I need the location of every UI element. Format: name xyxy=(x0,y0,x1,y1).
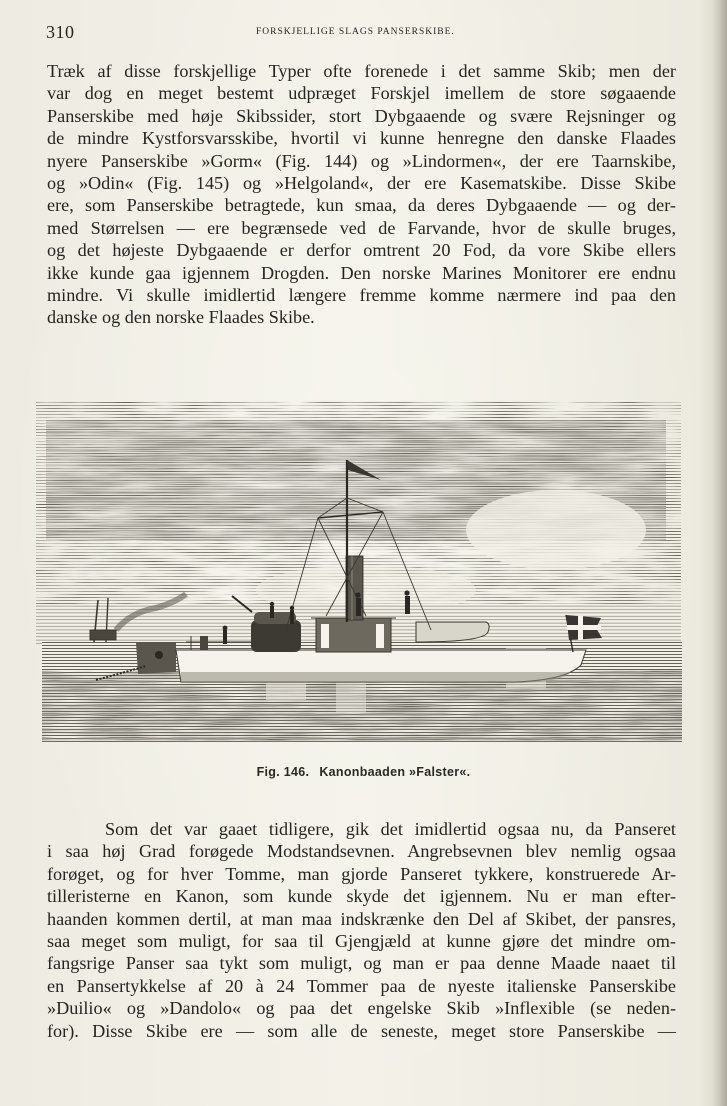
text-line: Panserskibe med høje Skibssider, stort Dybgaaende og svære Rejsninger og xyxy=(47,105,676,126)
text-line: for). Disse Skibe ere — som alle de seneste, meget store Panserskibe — xyxy=(47,1020,676,1041)
text-line: var dog en meget bestemt udpræget Forskjel imellem de store søgaaende xyxy=(47,83,676,104)
text-line: haanden kommen dertil, at man maa indskrænke den Del af Skibet, der pansres, xyxy=(47,908,676,929)
text-line: tilleristerne en Kanon, som kunde skyde det igjennem. Nu er man efter- xyxy=(47,886,676,907)
text-line: med Størrelsen — ere begrænsede ved de Farvande, hvor de skulle bruges, xyxy=(47,217,676,238)
text-line: Træk af disse forskjellige Typer ofte forenede i det samme Skib; men der xyxy=(47,61,676,81)
text-line: og »Odin« (Fig. 145) og »Helgoland«, der ere Kasematskibe. Disse Skibe xyxy=(47,172,676,193)
paragraph-1 xyxy=(47,60,676,329)
figure-caption xyxy=(0,765,727,779)
text-line: danske og den norske Flaades Skibe. xyxy=(47,307,315,328)
text-line: Som det var gaaet tidligere, gik det imidlertid ogsaa nu, da Panseret xyxy=(105,819,676,839)
page-header xyxy=(46,22,687,42)
text-line: de mindre Kystforsvarsskibe, hvortil vi kunne henregne den danske Flaades xyxy=(47,128,676,149)
text-line: en Pansertykkelse af 20 à 24 Tommer paa de nyeste italienske Panserskibe xyxy=(47,975,676,996)
figure-number: Fig. 146. xyxy=(256,765,310,779)
text-line: i saa høj Grad forøgede Modstandsevnen. Angrebsevnen blev nemlig ogsaa xyxy=(47,841,676,862)
text-line: fangsrige Panser saa tykt som muligt, og man er paa denne Maade naaet til xyxy=(47,953,676,974)
text-line: og det højeste Dybgaaende er derfor omtrent 20 Fod, da vore Skibe ellers xyxy=(47,240,676,261)
text-line: ere, som Panserskibe betragtede, kun smaa, da deres Dybgaaende — og der- xyxy=(47,195,676,216)
page-edge-shadow xyxy=(713,0,727,1106)
ship-illustration xyxy=(36,380,686,750)
text-line: ikke kunde gaa igjennem Drogden. Den norske Marines Monitorer ere endnu xyxy=(47,262,676,283)
figure-caption-text: Kanonbaaden »Falster«. xyxy=(319,765,471,779)
danish-flag xyxy=(566,615,602,640)
text-line: nyere Panserskibe »Gorm« (Fig. 144) og »Lindormen«, der ere Taarnskibe, xyxy=(47,150,676,171)
paragraph-2 xyxy=(47,818,676,1042)
text-line: forøget, og for hver Tomme, man gjorde Panseret tykkere, konstruerede Ar- xyxy=(47,863,676,884)
running-head: FORSKJELLIGE SLAGS PANSERSKIBE. xyxy=(256,27,455,37)
page-number: 310 xyxy=(46,22,75,42)
text-line: »Duilio« og »Dandolo« og paa det engelske Skib »Inflexible (se neden- xyxy=(47,998,676,1019)
text-line: saa meget som muligt, for saa til Gjengjæld at kunne gjøre det mindre om- xyxy=(47,930,676,951)
text-line: mindre. Vi skulle imidlertid længere fremme komme nærmere ind paa den xyxy=(47,284,676,305)
